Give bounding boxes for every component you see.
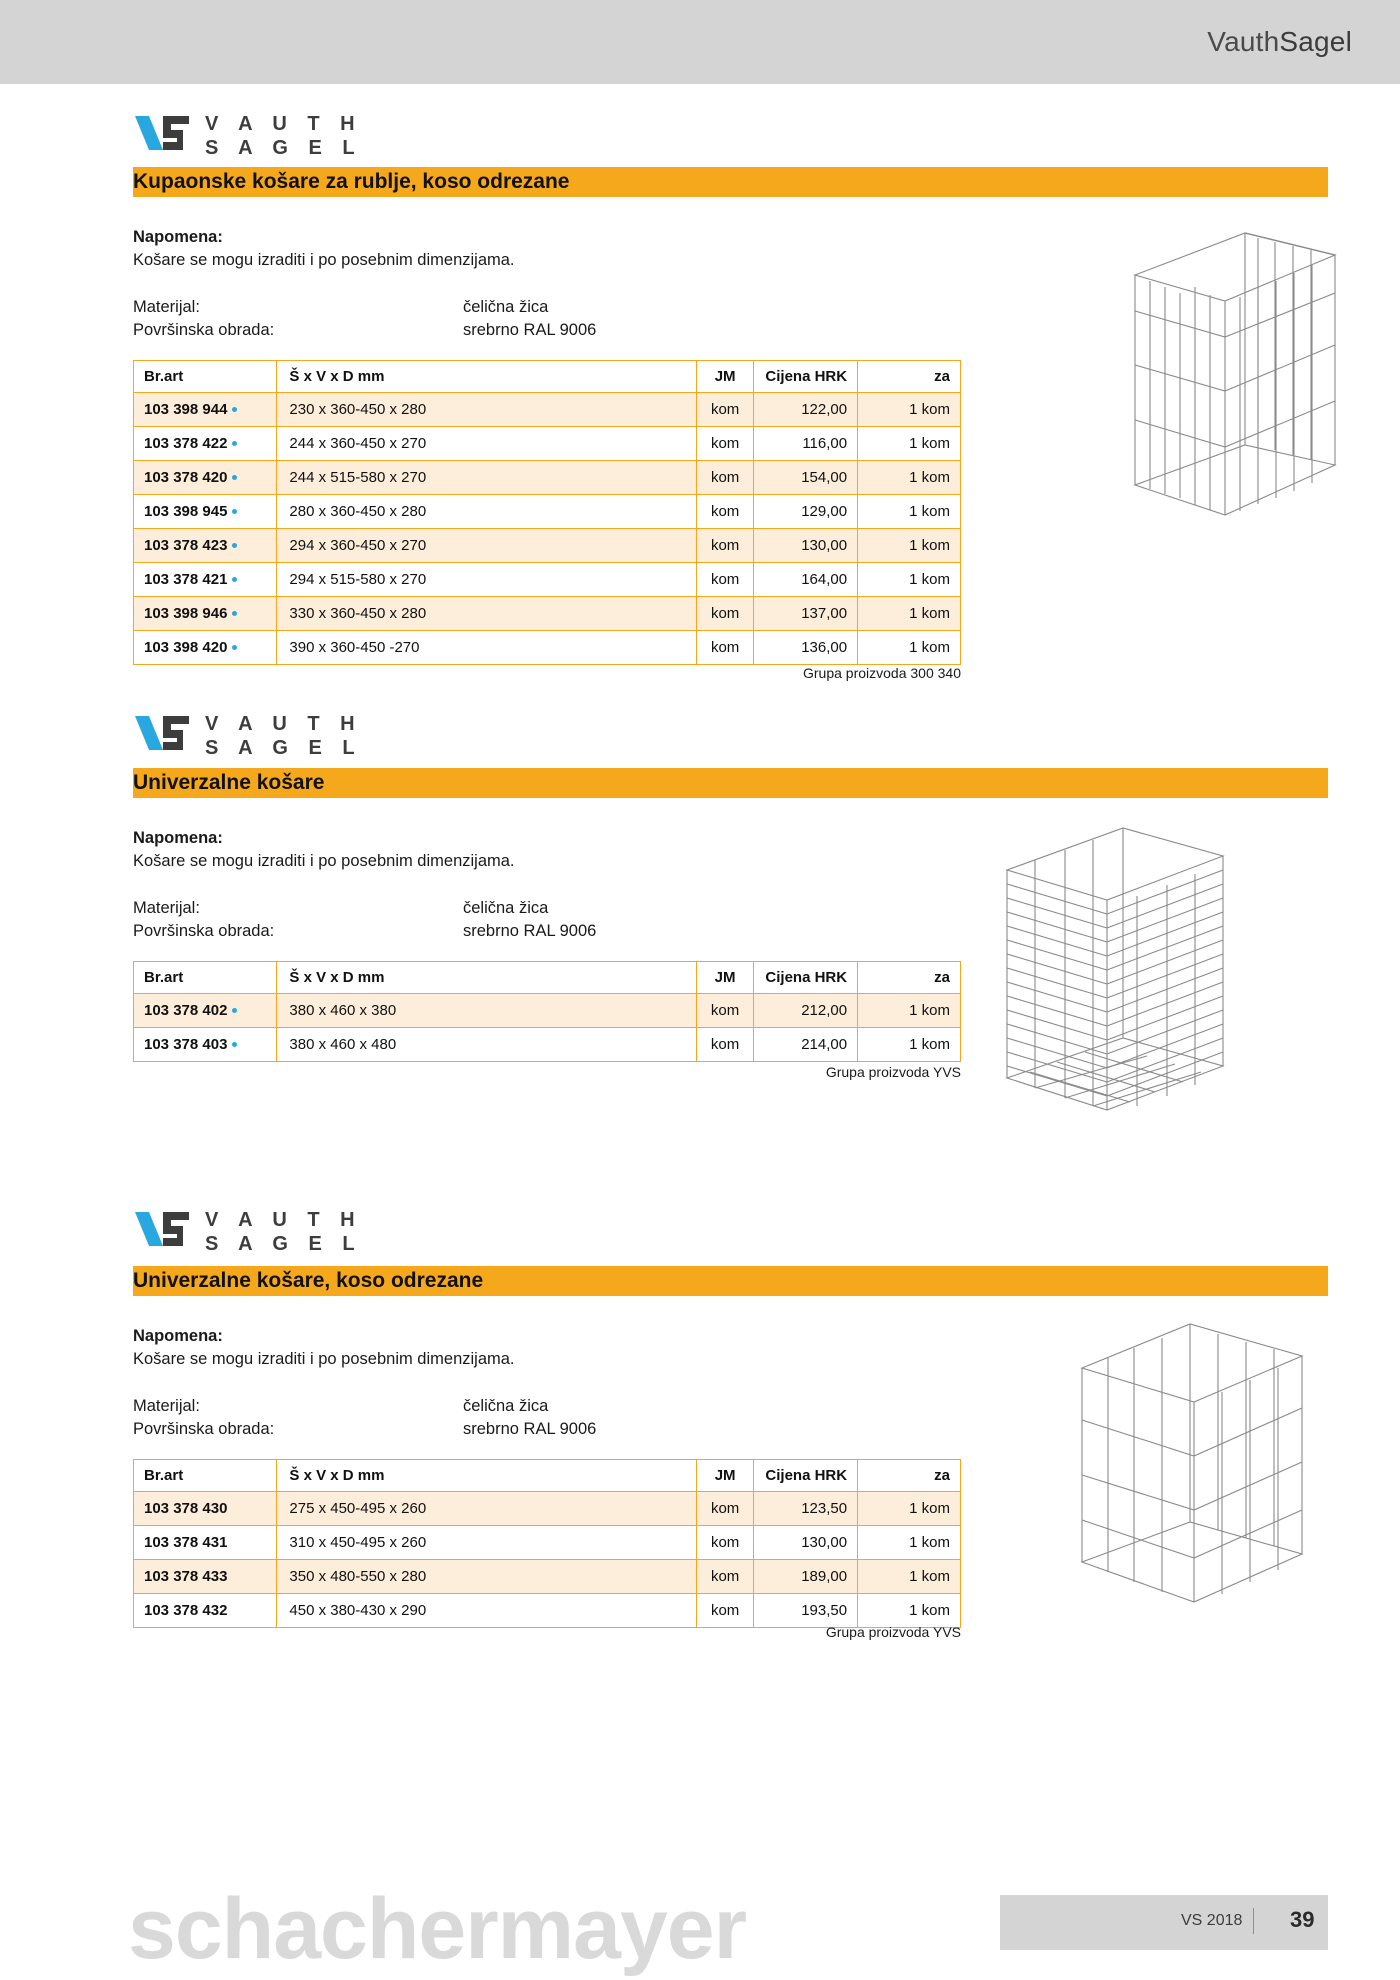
availability-dot-icon: [232, 407, 237, 412]
brand-wordmark: [1207, 26, 1352, 58]
surface-label: Površinska obrada:: [133, 321, 275, 339]
note-text: Košare se mogu izraditi i po posebnim dimenzijama.: [133, 251, 515, 269]
cell-jm: kom: [696, 597, 754, 631]
cell-za: 1 kom: [858, 1560, 961, 1594]
cell-price: 136,00: [754, 631, 858, 665]
cell-za: 1 kom: [858, 1594, 961, 1628]
cell-price: 129,00: [754, 495, 858, 529]
table-row: [134, 1526, 961, 1560]
surface-value: srebrno RAL 9006: [463, 1420, 597, 1438]
col-price: Cijena HRK: [754, 962, 858, 994]
cell-za: 1 kom: [858, 495, 961, 529]
cell-art: [134, 529, 277, 563]
cell-dim: 244 x 515-580 x 270: [277, 461, 696, 495]
table-row: [134, 1028, 961, 1062]
cell-art: [134, 1028, 277, 1062]
cell-price: 189,00: [754, 1560, 858, 1594]
cell-price: 122,00: [754, 393, 858, 427]
cell-za: 1 kom: [858, 994, 961, 1028]
vauth-sagel-mark-icon: [133, 714, 191, 756]
note-label: Napomena:: [133, 228, 223, 246]
cell-jm: kom: [696, 563, 754, 597]
logo-line2: S A G E L: [205, 737, 363, 759]
art-text: 103 398 420: [144, 639, 228, 656]
cell-price: 193,50: [754, 1594, 858, 1628]
product-image-universal-basket: [995, 810, 1235, 1150]
table-header-row: [134, 962, 961, 994]
art-text: 103 398 946: [144, 605, 228, 622]
cell-dim: 380 x 460 x 480: [277, 1028, 696, 1062]
material-value: čelična žica: [463, 1397, 549, 1415]
vauth-sagel-logo: [133, 112, 363, 160]
availability-dot-icon: [232, 1008, 237, 1013]
cell-jm: kom: [696, 1560, 754, 1594]
cell-za: 1 kom: [858, 1526, 961, 1560]
note-text: Košare se mogu izraditi i po posebnim dimenzijama.: [133, 852, 515, 870]
art-text: 103 398 944: [144, 401, 228, 418]
cell-art: [134, 495, 277, 529]
material-label: Materijal:: [133, 899, 200, 917]
cell-dim: 350 x 480-550 x 280: [277, 1560, 696, 1594]
cell-jm: kom: [696, 495, 754, 529]
table-row: [134, 427, 961, 461]
col-za: za: [858, 361, 961, 393]
art-text: 103 378 421: [144, 571, 228, 588]
cell-art: [134, 597, 277, 631]
art-text: 103 378 420: [144, 469, 228, 486]
cell-art: 103 378 430: [134, 1492, 277, 1526]
col-jm: JM: [696, 962, 754, 994]
table-body: [134, 393, 961, 665]
cell-za: 1 kom: [858, 427, 961, 461]
group-text: Grupa proizvoda YVS: [825, 1624, 961, 1640]
product-image-laundry-basket: [1125, 215, 1345, 555]
art-text: 103 378 422: [144, 435, 228, 452]
cell-art: 103 378 433: [134, 1560, 277, 1594]
surface-value: srebrno RAL 9006: [463, 922, 597, 940]
cell-price: 154,00: [754, 461, 858, 495]
cell-dim: 450 x 380-430 x 290: [277, 1594, 696, 1628]
note-label: Napomena:: [133, 1327, 223, 1345]
material-value: čelična žica: [463, 899, 549, 917]
logo-text: [205, 112, 362, 160]
brand-second: Sagel: [1279, 26, 1352, 57]
cell-dim: 230 x 360-450 x 280: [277, 393, 696, 427]
availability-dot-icon: [232, 577, 237, 582]
cell-jm: kom: [696, 1526, 754, 1560]
col-jm: JM: [696, 1460, 754, 1492]
table-row: [134, 1594, 961, 1628]
group-text: Grupa proizvoda YVS: [825, 1064, 961, 1080]
logo-line1: V A U T H: [205, 113, 363, 135]
col-za: za: [858, 1460, 961, 1492]
availability-dot-icon: [232, 611, 237, 616]
col-jm: JM: [696, 361, 754, 393]
note-label: Napomena:: [133, 829, 223, 847]
logo-text: [205, 1208, 362, 1256]
cell-jm: kom: [696, 1028, 754, 1062]
table-body: [134, 994, 961, 1062]
art-text: 103 398 945: [144, 503, 228, 520]
cell-art: [134, 994, 277, 1028]
cell-za: 1 kom: [858, 631, 961, 665]
col-br-art: Br.art: [134, 361, 277, 393]
cell-price: 214,00: [754, 1028, 858, 1062]
cell-art: [134, 563, 277, 597]
table-row: [134, 597, 961, 631]
cell-art: [134, 427, 277, 461]
cell-price: 164,00: [754, 563, 858, 597]
footer-page-number: 39: [1290, 1907, 1315, 1932]
cell-price: 116,00: [754, 427, 858, 461]
col-price: Cijena HRK: [754, 361, 858, 393]
footer-page-box: [1000, 1895, 1328, 1950]
group-text: Grupa proizvoda 300 340: [803, 665, 961, 681]
cell-jm: kom: [696, 529, 754, 563]
table-header-row: [134, 361, 961, 393]
cell-za: 1 kom: [858, 1492, 961, 1526]
cell-jm: kom: [696, 631, 754, 665]
cell-jm: kom: [696, 994, 754, 1028]
art-text: 103 378 423: [144, 537, 228, 554]
cell-za: 1 kom: [858, 597, 961, 631]
cell-dim: 294 x 515-580 x 270: [277, 563, 696, 597]
cell-dim: 275 x 450-495 x 260: [277, 1492, 696, 1526]
col-br-art: Br.art: [134, 1460, 277, 1492]
art-text: 103 378 402: [144, 1002, 228, 1019]
cell-jm: kom: [696, 1492, 754, 1526]
cell-price: 123,50: [754, 1492, 858, 1526]
cell-art: 103 378 432: [134, 1594, 277, 1628]
table-row: [134, 563, 961, 597]
table-body: [134, 1492, 961, 1628]
table-header-row: [134, 1460, 961, 1492]
cell-za: 1 kom: [858, 563, 961, 597]
col-dimensions: Š x V x D mm: [277, 361, 696, 393]
product-image-universal-basket-slanted: [1070, 1310, 1320, 1640]
cell-price: 137,00: [754, 597, 858, 631]
surface-label: Površinska obrada:: [133, 1420, 275, 1438]
cell-za: 1 kom: [858, 529, 961, 563]
table-row: [134, 631, 961, 665]
vauth-sagel-mark-icon: [133, 114, 191, 156]
availability-dot-icon: [232, 509, 237, 514]
cell-price: 130,00: [754, 1526, 858, 1560]
section-title-bar: [133, 167, 1328, 197]
logo-line2: S A G E L: [205, 137, 363, 159]
product-table: [133, 1459, 961, 1628]
cell-dim: 330 x 360-450 x 280: [277, 597, 696, 631]
col-dimensions: Š x V x D mm: [277, 962, 696, 994]
col-dimensions: Š x V x D mm: [277, 1460, 696, 1492]
page-header: [0, 0, 1400, 84]
cell-za: 1 kom: [858, 461, 961, 495]
availability-dot-icon: [232, 543, 237, 548]
availability-dot-icon: [232, 475, 237, 480]
availability-dot-icon: [232, 1042, 237, 1047]
cell-jm: kom: [696, 393, 754, 427]
logo-text: [205, 712, 362, 760]
table-row: [134, 461, 961, 495]
cell-za: 1 kom: [858, 393, 961, 427]
col-za: za: [858, 962, 961, 994]
cell-dim: 280 x 360-450 x 280: [277, 495, 696, 529]
availability-dot-icon: [232, 441, 237, 446]
brand-first: Vauth: [1207, 26, 1280, 57]
cell-art: [134, 393, 277, 427]
table-row: [134, 393, 961, 427]
cell-za: 1 kom: [858, 1028, 961, 1062]
material-label: Materijal:: [133, 298, 200, 316]
table-row: [134, 1492, 961, 1526]
section-title: Kupaonske košare za rublje, koso odrezane: [133, 170, 570, 193]
cell-jm: kom: [696, 1594, 754, 1628]
cell-dim: 310 x 450-495 x 260: [277, 1526, 696, 1560]
art-text: 103 378 403: [144, 1036, 228, 1053]
cell-dim: 380 x 460 x 380: [277, 994, 696, 1028]
section-title: Univerzalne košare, koso odrezane: [133, 1269, 484, 1292]
cell-dim: 294 x 360-450 x 270: [277, 529, 696, 563]
cell-dim: 390 x 360-450 -270: [277, 631, 696, 665]
table-row: [134, 495, 961, 529]
table-row: [134, 1560, 961, 1594]
section-title-bar: [133, 1266, 1328, 1296]
cell-art: [134, 631, 277, 665]
vauth-sagel-mark-icon: [133, 1210, 191, 1252]
cell-art: [134, 461, 277, 495]
section-title: Univerzalne košare: [133, 771, 325, 794]
col-price: Cijena HRK: [754, 1460, 858, 1492]
table-row: [134, 994, 961, 1028]
vauth-sagel-logo: [133, 1208, 363, 1256]
product-table: [133, 961, 961, 1062]
product-table: [133, 360, 961, 665]
surface-label: Površinska obrada:: [133, 922, 275, 940]
table-row: [134, 529, 961, 563]
cell-jm: kom: [696, 461, 754, 495]
footer-edition: VS 2018: [1181, 1912, 1243, 1929]
material-label: Materijal:: [133, 1397, 200, 1415]
availability-dot-icon: [232, 645, 237, 650]
cell-price: 130,00: [754, 529, 858, 563]
footer-separator: [1253, 1908, 1254, 1934]
logo-line1: V A U T H: [205, 1209, 363, 1231]
cell-price: 212,00: [754, 994, 858, 1028]
vauth-sagel-logo: [133, 712, 363, 760]
col-br-art: Br.art: [134, 962, 277, 994]
section-title-bar: [133, 768, 1328, 798]
cell-dim: 244 x 360-450 x 270: [277, 427, 696, 461]
material-value: čelična žica: [463, 298, 549, 316]
cell-art: 103 378 431: [134, 1526, 277, 1560]
footer-wordmark: schachermayer: [128, 1881, 747, 1977]
logo-line1: V A U T H: [205, 713, 363, 735]
logo-line2: S A G E L: [205, 1233, 363, 1255]
note-text: Košare se mogu izraditi i po posebnim dimenzijama.: [133, 1350, 515, 1368]
cell-jm: kom: [696, 427, 754, 461]
surface-value: srebrno RAL 9006: [463, 321, 597, 339]
